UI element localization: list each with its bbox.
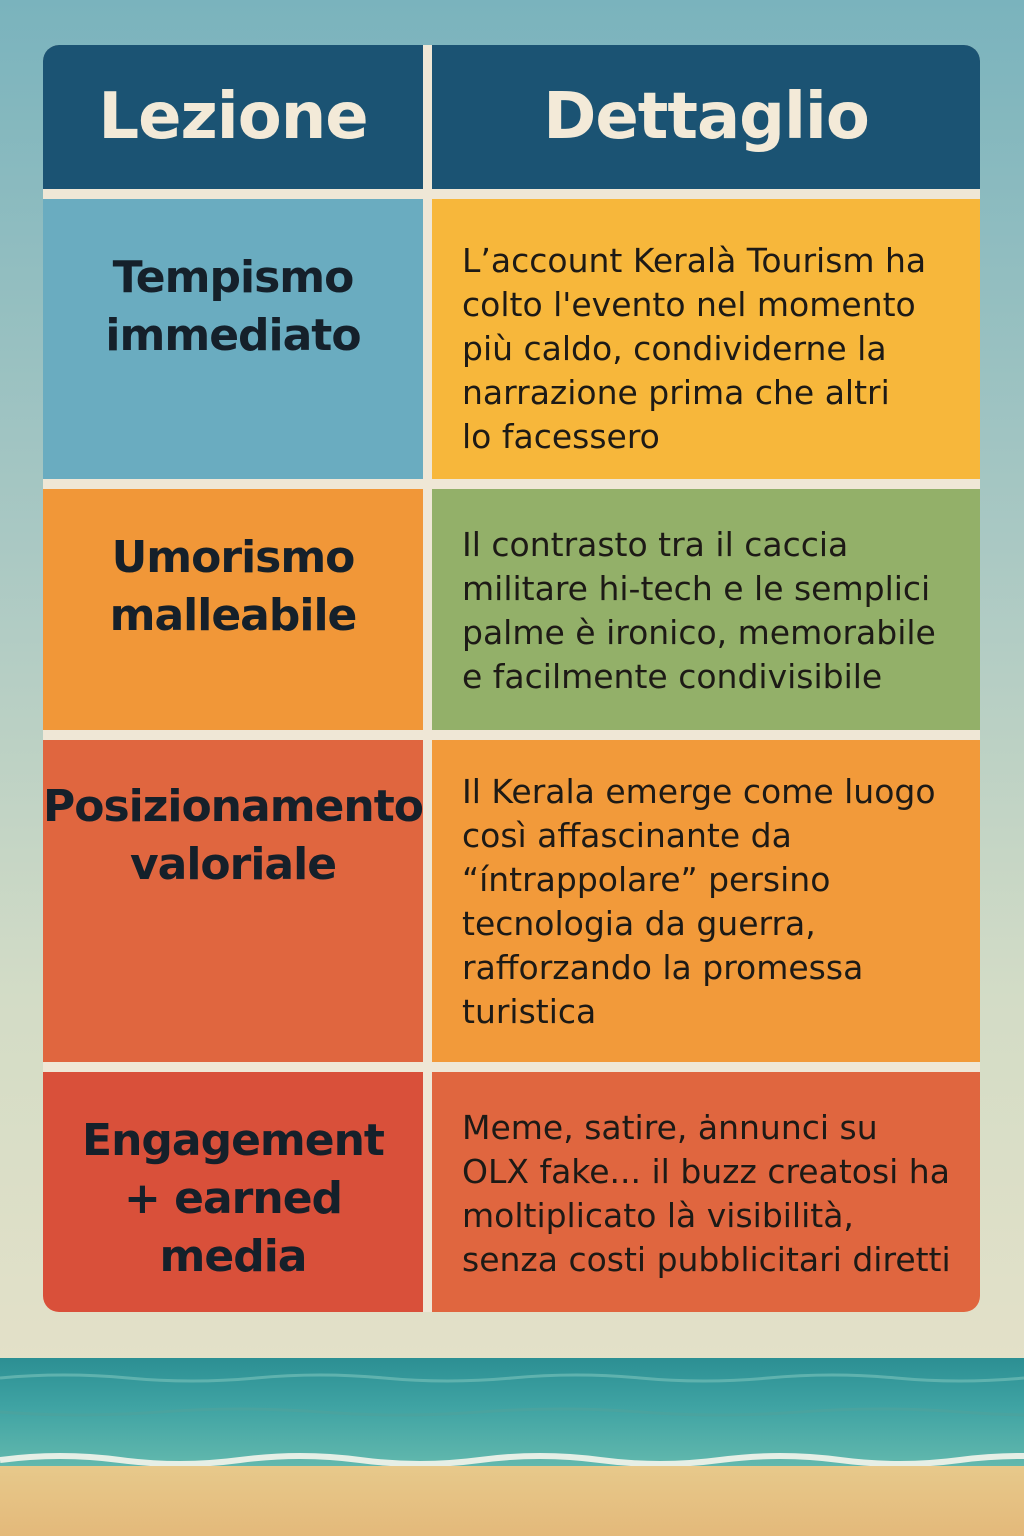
lessons-table (43, 45, 980, 1312)
sand-decoration (0, 1466, 1024, 1536)
detail-text: Il contrasto tra il caccia militare hi-tech e le semplici palme è ironico, memorabile e facilmente condivisibile (462, 525, 936, 696)
header-detail-label: Dettaglio (543, 80, 869, 154)
header-lesson (43, 45, 423, 189)
sea-decoration (0, 1358, 1024, 1466)
detail-cell-4 (432, 1072, 980, 1312)
detail-text: Meme, satire, ȧnnunci su OLX fake... il buzz creatosi ha moltiplicato là visibilità, senza costi pubblicitari diretti (462, 1108, 951, 1279)
detail-text: Il Kerala emerge come luogo così affascinante da “íntrappolare” persino tecnologia da guerra, rafforzando la promessa turistica (462, 772, 936, 1031)
lesson-title: Engagement + earned media (82, 1115, 384, 1282)
lesson-cell-1 (43, 199, 423, 479)
lesson-title: Tempismo immediato (105, 252, 361, 361)
lesson-cell-2 (43, 489, 423, 730)
detail-cell-1 (432, 199, 980, 479)
lesson-cell-4 (43, 1072, 423, 1312)
header-detail (432, 45, 980, 189)
lesson-title: Umorismo malleabile (109, 532, 357, 641)
detail-cell-2 (432, 489, 980, 730)
detail-text: L’account Keralà Tourism ha colto l'evento nel momento più caldo, condividerne la narrazione prima che altri lo facessero (462, 241, 927, 456)
lesson-title: Posizionamento valoriale (43, 781, 423, 890)
wave-icon (0, 1372, 1024, 1384)
wave-icon (0, 1406, 1024, 1418)
lesson-cell-3 (43, 740, 423, 1062)
detail-cell-3 (432, 740, 980, 1062)
header-lesson-label: Lezione (98, 80, 368, 154)
